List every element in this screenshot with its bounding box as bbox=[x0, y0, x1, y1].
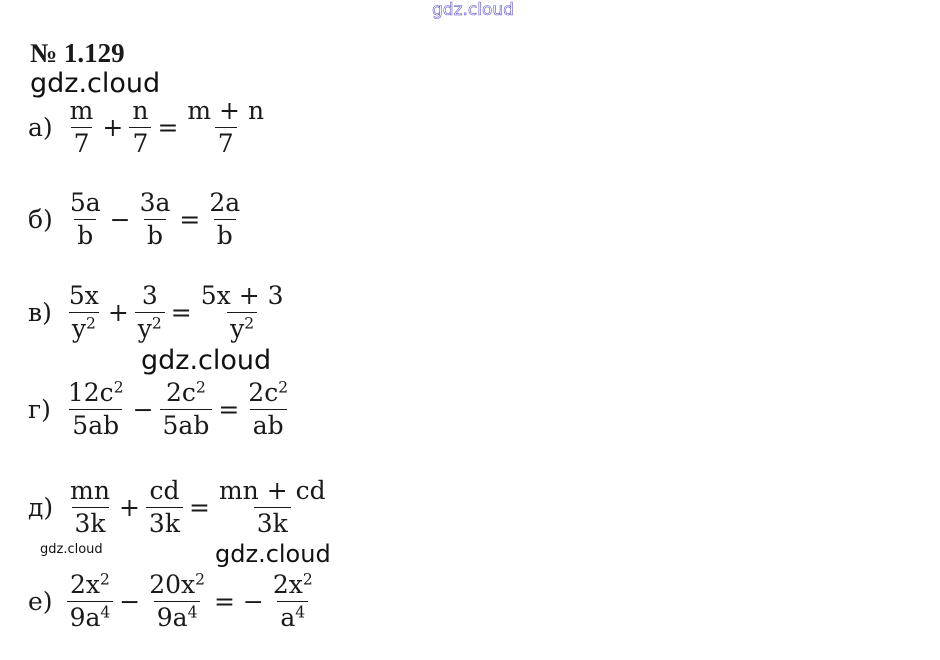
watermark-1: gdz.cloud bbox=[30, 68, 161, 99]
numerator bbox=[67, 98, 97, 127]
numerator-text: m bbox=[69, 96, 94, 125]
watermark-4: gdz.cloud bbox=[215, 540, 331, 568]
exponent: 4 bbox=[295, 603, 306, 622]
numerator bbox=[139, 283, 161, 312]
exponent: 4 bbox=[187, 603, 198, 622]
fraction bbox=[146, 478, 183, 538]
numerator-text: cd bbox=[149, 476, 180, 505]
denominator-text: 7 bbox=[217, 129, 234, 159]
denominator bbox=[250, 409, 287, 439]
numerator-text: n bbox=[132, 96, 149, 125]
denominator bbox=[135, 312, 165, 342]
equation-row bbox=[28, 283, 287, 343]
fraction bbox=[206, 190, 243, 250]
equation-row bbox=[28, 98, 267, 158]
numerator-text: 12c bbox=[67, 378, 114, 407]
numerator-text: 2x bbox=[272, 570, 303, 599]
numerator-text: 2c bbox=[166, 378, 196, 407]
numerator bbox=[206, 190, 243, 219]
denominator-text: y bbox=[230, 314, 245, 344]
denominator-text: b bbox=[216, 221, 233, 251]
denominator-text: y bbox=[137, 314, 152, 344]
equation-row bbox=[28, 380, 291, 440]
operator: + bbox=[102, 113, 124, 143]
exponent: 2 bbox=[85, 314, 96, 333]
denominator-text: y bbox=[71, 314, 86, 344]
denominator bbox=[69, 312, 99, 342]
numerator bbox=[66, 283, 102, 312]
watermark-2: gdz.cloud bbox=[141, 345, 272, 376]
watermark-3: gdz.cloud bbox=[40, 542, 103, 557]
denominator-text: b bbox=[146, 221, 163, 251]
fraction bbox=[270, 572, 316, 632]
denominator bbox=[160, 409, 213, 439]
item-label: г) bbox=[28, 395, 51, 425]
watermark-top: gdz.cloud bbox=[432, 0, 514, 20]
numerator-text: mn + cd bbox=[218, 476, 326, 505]
fraction bbox=[198, 283, 287, 343]
numerator-text: mn bbox=[70, 476, 110, 505]
exponent: 2 bbox=[113, 378, 124, 397]
fraction bbox=[135, 283, 165, 343]
fraction bbox=[67, 98, 97, 158]
operator: + bbox=[118, 493, 140, 523]
fraction bbox=[216, 478, 329, 538]
denominator-text: ab bbox=[252, 411, 284, 441]
item-label: д) bbox=[28, 493, 54, 523]
denominator-text: 3k bbox=[74, 509, 106, 539]
operator: = − bbox=[214, 587, 264, 617]
operator: − bbox=[132, 395, 154, 425]
numerator bbox=[245, 380, 291, 409]
fraction bbox=[184, 98, 267, 158]
item-label: в) bbox=[28, 298, 52, 328]
numerator-text: 5x + 3 bbox=[200, 281, 284, 310]
exponent: 4 bbox=[100, 603, 111, 622]
denominator bbox=[69, 409, 122, 439]
denominator bbox=[67, 601, 114, 631]
numerator bbox=[184, 98, 267, 127]
denominator-text: 7 bbox=[73, 129, 90, 159]
operator: = bbox=[218, 395, 240, 425]
denominator bbox=[154, 601, 201, 631]
numerator-text: 5a bbox=[69, 188, 101, 217]
fraction bbox=[245, 380, 291, 440]
numerator bbox=[65, 380, 127, 409]
denominator bbox=[215, 127, 237, 157]
fraction bbox=[129, 98, 151, 158]
denominator-text: 5ab bbox=[162, 411, 210, 441]
numerator-text: 2c bbox=[248, 378, 279, 407]
denominator bbox=[277, 601, 308, 631]
operator: = bbox=[170, 298, 192, 328]
fraction bbox=[67, 572, 114, 632]
exponent: 2 bbox=[195, 378, 206, 397]
denominator bbox=[146, 507, 183, 537]
denominator-text: 9a bbox=[156, 603, 188, 633]
operator: = bbox=[188, 493, 210, 523]
exponent: 2 bbox=[99, 570, 110, 589]
fraction bbox=[146, 572, 208, 632]
numerator bbox=[198, 283, 287, 312]
numerator-text: m + n bbox=[187, 96, 265, 125]
numerator-text: 2a bbox=[209, 188, 241, 217]
numerator bbox=[137, 190, 174, 219]
denominator bbox=[74, 219, 96, 249]
numerator-text: 20x bbox=[149, 570, 196, 599]
denominator-text: 3k bbox=[256, 509, 288, 539]
exponent: 2 bbox=[244, 314, 255, 333]
numerator-text: 5x bbox=[68, 281, 99, 310]
numerator bbox=[146, 572, 208, 601]
numerator-text: 3a bbox=[139, 188, 171, 217]
denominator-text: a bbox=[280, 603, 296, 633]
fraction bbox=[67, 478, 113, 538]
numerator-text: 3 bbox=[141, 281, 158, 310]
denominator-text: b bbox=[77, 221, 94, 251]
item-label: а) bbox=[28, 113, 53, 143]
numerator bbox=[216, 478, 329, 507]
fraction bbox=[65, 380, 127, 440]
denominator bbox=[227, 312, 257, 342]
denominator-text: 3k bbox=[148, 509, 180, 539]
numerator bbox=[67, 572, 113, 601]
denominator bbox=[214, 219, 236, 249]
denominator bbox=[72, 507, 109, 537]
denominator-text: 5ab bbox=[72, 411, 120, 441]
denominator bbox=[144, 219, 166, 249]
exponent: 2 bbox=[195, 570, 205, 589]
fraction bbox=[137, 190, 174, 250]
denominator-text: 7 bbox=[132, 129, 149, 159]
fraction bbox=[66, 283, 102, 343]
numerator bbox=[67, 478, 113, 507]
operator: + bbox=[107, 298, 129, 328]
numerator bbox=[67, 190, 104, 219]
equation-row bbox=[28, 190, 243, 250]
numerator bbox=[129, 98, 151, 127]
numerator bbox=[163, 380, 209, 409]
numerator bbox=[146, 478, 182, 507]
operator: = bbox=[179, 205, 201, 235]
equation-row bbox=[28, 478, 329, 538]
denominator bbox=[71, 127, 93, 157]
operator: − bbox=[119, 587, 141, 617]
item-label: е) bbox=[28, 587, 53, 617]
fraction bbox=[67, 190, 104, 250]
denominator bbox=[254, 507, 291, 537]
numerator-text: 2x bbox=[69, 570, 100, 599]
denominator-text: 9a bbox=[69, 603, 101, 633]
exponent: 2 bbox=[151, 314, 162, 333]
problem-number: № 1.129 bbox=[30, 38, 125, 68]
numerator bbox=[270, 572, 316, 601]
fraction bbox=[160, 380, 213, 440]
operator: − bbox=[109, 205, 131, 235]
denominator bbox=[129, 127, 151, 157]
exponent: 2 bbox=[278, 378, 289, 397]
operator: = bbox=[157, 113, 179, 143]
equation-row bbox=[28, 572, 316, 632]
exponent: 2 bbox=[302, 570, 313, 589]
item-label: б) bbox=[28, 205, 53, 235]
